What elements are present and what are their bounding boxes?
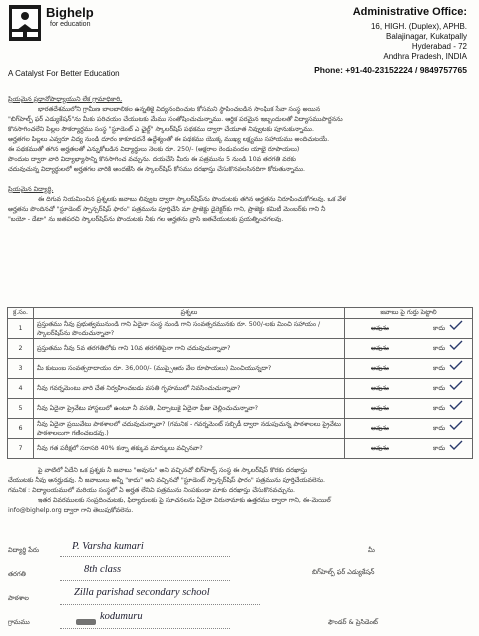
class-label: తరగతి: [8, 570, 26, 578]
answer-no-option[interactable]: కాదు: [433, 385, 446, 392]
table-row: [8, 319, 473, 339]
instruction-line: ఇతర వివరములకు సంప్రదించుటకు, ఫిర్యాదులకు పై సూచనలను ఏదైనా విరునామాకు ఉత్తరము ద్వారా గాని, ఈ-మెయిల్: [38, 497, 331, 504]
student-name-field[interactable]: P. Varsha kumari: [72, 541, 144, 552]
answer-cell: [345, 319, 473, 339]
table-row: [8, 439, 473, 459]
village-field[interactable]: kodumuru: [100, 611, 143, 622]
answer-no-option[interactable]: కాదు: [433, 425, 446, 432]
paragraph-line: కొనసాగించలేని పిల్లల సౌకర్యార్థము సంస్థ "స్టూడెంట్ ఎ ఛైల్డ్" స్కాలర్‌షిప్ పథకము ద్వారా చేయూత నివ్వుటకు పూనుకున్నాము.: [8, 126, 314, 133]
checkmark-icon: [449, 420, 463, 430]
phone-number: Phone: +91-40-23152224 / 9849757765: [314, 65, 467, 75]
table-row: [8, 399, 473, 419]
signature-organization: బిగ్‌హెల్ప్ ఫర్ ఎడ్యుకేషన్: [312, 568, 375, 576]
paragraph-line: "బయో - డేటా" ను జతపరచి స్కాలర్‌షిప్‌ను పొందుటకు నీకు గల అర్హతను వ్రాసి జతచేయుటకు ప్రయత్నించగలవు.: [8, 216, 284, 223]
instructions-block: [8, 466, 469, 516]
bighelp-logo-icon: [8, 4, 42, 42]
office-address: [314, 6, 467, 75]
answer-no-option[interactable]: కాదు: [433, 345, 446, 352]
question-text: నీవు గత పరీక్షలో సరాసరి 40% కన్నా తక్కువ మార్కులు వచ్చినవా?: [34, 439, 345, 459]
tagline: A Catalyst For Better Education: [8, 69, 120, 78]
instruction-line: పై వాటిలో ఏదేని ఒక ప్రశ్నకు నీ జవాబు "అవును" అని వచ్చినచో బిగ్‌హెల్ప్ సంస్థ ఈ స్కాలర్‌షిప్ కొరకు దరఖాస్తు: [38, 467, 308, 474]
instruction-line: చేయుటకు నీవు అనర్హుడవు. నీ జవాబులు అన్నీ "కాదు" అని వచ్చినచో "స్టూడెంట్ స్పాన్సర్‌షిప్ ఫారం" పత్రమును పూర్తిచేయవలెను.: [8, 477, 326, 484]
school-line: [60, 604, 260, 605]
signature-prefix: మీ: [368, 546, 375, 554]
answer-cell: [345, 339, 473, 359]
checkmark-icon: [449, 440, 463, 450]
salutation-headmaster: ప్రియమైన ప్రధానోపాధ్యాయుని లేక గ్రామాధికారి,: [8, 96, 123, 103]
address-line: Hyderabad - 72: [411, 42, 467, 51]
paragraph-line: భారతదేశములోని గ్రామీణ బాలబాలికల ఉన్నతికై విద్యనందించుట కోసమని స్థాపించబడిన సాంఘిక సేవా సంస్థ అయిన: [38, 106, 321, 113]
answer-yes-option[interactable]: అవును: [371, 405, 389, 412]
class-field[interactable]: 8th class: [84, 564, 122, 575]
village-label: గ్రామము: [8, 618, 30, 626]
answer-no-option[interactable]: కాదు: [433, 365, 446, 372]
paragraph-line: అర్హతగల పిల్లలు ఎవ్వరూ విద్య నుండి దూరం కాకూడదనే ఉద్దేశ్యంతో ఈ పథకము యొక్క ముఖ్య లక్ష్యము సహాయము అందిచుటయే.: [8, 136, 330, 143]
school-field[interactable]: Zilla parishad secondary school: [74, 587, 210, 598]
answer-no-option[interactable]: కాదు: [433, 405, 446, 412]
paragraph-line: "బిగ్‌హెల్ప్ ఫర్ ఎడ్యుకేషన్"ను మీకు పరిచయం చేయుటకు మేము సంతోషించుచున్నాము. ఆర్థిక పరమైన ఇబ్బందులతో విద్యాసముపార్జనను: [8, 116, 343, 123]
question-text: నీవు గవర్నమెంటు వారి చేత నిర్వహించబడు వసతి గృహములో నివసించుచున్నావా?: [34, 379, 345, 399]
eligibility-table: [7, 307, 473, 459]
answer-cell: [345, 379, 473, 399]
address-line: 16, HIGH. (Duplex), APHB.: [370, 22, 467, 31]
class-line: [60, 580, 230, 581]
column-header-question: ప్రశ్నలు: [34, 308, 345, 319]
student-name-label: విద్యార్థి పేరు: [8, 546, 40, 554]
address-line: Balajinagar, Kukatpally: [386, 32, 467, 41]
row-number: 3: [8, 359, 34, 379]
paragraph-line: ఈ పథకముతో తగిన అర్హతలతో ఎన్నుకోబడిన విద్యార్థులు నెలకు రూ. 250/- (అక్షరాల రెండువందల యాభై రూపాయలు): [8, 146, 300, 153]
answer-yes-option[interactable]: అవును: [371, 425, 389, 432]
question-text: నీవు ఏదైనా ప్రయివేటు పాఠశాలలో చదువుచున్నావా? (గమనిక - గవర్నమెంట్ సబ్సిడీ ద్వారా నడుపుచున్న పాఠశాలలు ప్రైవేటు పాఠశాలలుగా గణించబడవు.): [34, 419, 345, 439]
answer-cell: [345, 419, 473, 439]
question-text: నీవు ఏదైనా ప్రైవేటు హాస్టలులో ఉంటూ నీ వసతి, ఏర్పాటుకై ఏదైనా ఫీజు చెల్లించుచున్నావా?: [34, 399, 345, 419]
salutation-student: ప్రియమైన విద్యార్థి,: [8, 186, 54, 193]
checkmark-icon: [449, 400, 463, 410]
question-text: ప్రస్తుతము నీవు 5వ తరగతిలోకు గాని 10వ తరగతిపైనా గాని చదువుచున్నావా?: [34, 339, 345, 359]
signature-title: ఫౌండర్ & ప్రెసిడెంట్: [328, 618, 378, 626]
answer-yes-option[interactable]: అవును: [371, 365, 389, 372]
answer-cell: [345, 439, 473, 459]
answer-yes-option[interactable]: అవును: [371, 385, 389, 392]
column-header-answer: జవాబు పై గుర్తు పెట్టాలి: [345, 308, 473, 319]
row-number: 5: [8, 399, 34, 419]
table-header-row: [8, 308, 473, 319]
table-row: [8, 359, 473, 379]
answer-no-option[interactable]: కాదు: [433, 325, 446, 332]
row-number: 2: [8, 339, 34, 359]
school-label: పాఠశాల: [8, 594, 29, 602]
table-row: [8, 379, 473, 399]
paragraph-line: పొందుట ద్వారా వారి విద్యాభ్యాసాన్ని కొనసాగించ వచ్చును. దయచేసి మీరు ఈ పత్రమును 5 నుండి 10వ తరగతి వరకు: [8, 156, 296, 163]
paragraph-line: చదువుచున్న విద్యార్థులలో అర్హతగల వారికి అందజేసి ఈ స్కాలర్‌షిప్ కోసము దరఖాస్తు చేసుకొనవలసినదిగా కోరుతున్నాము.: [8, 166, 305, 173]
row-number: 6: [8, 419, 34, 439]
question-text: ప్రస్తుతము నీవు ప్రభుత్వమునుండి గాని ఏదైనా సంస్థ నుండి గాని సంవత్సరమునకు రూ. 500/-లకు మించి సహాయం / స్కాలర్‌షిప్‌ను పొందుచున్నావా?: [34, 319, 345, 339]
column-header-number: క్ర.సం.: [8, 308, 34, 319]
brand-subtitle: for education: [50, 21, 91, 28]
instruction-line: గమనిక : విద్యాలయములో మరియు సంస్థలో ఏ అర్హత లేనివి పత్రమును నింపకుండా మాకు దరఖాస్తు చేసుకొనవచ్చును.: [8, 487, 296, 494]
paragraph-line: ఈ దిగువ నియమించిన ప్రశ్నలకు జవాబు లివ్వుట ద్వారా స్కాలర్‌షిప్‌ను పొందుటకు తగిన అర్హతను నిరూపించుకోగలవు. ఒక వేళ: [38, 196, 346, 203]
checkmark-icon: [449, 380, 463, 390]
letter-body: [8, 95, 469, 225]
question-text: మీ కుటుంబ సంవత్సరాదాయం రూ. 36,000/- (ముప్పైఆరు వేల రూపాయలు) మించియున్నదా?: [34, 359, 345, 379]
row-number: 4: [8, 379, 34, 399]
student-name-line: [60, 556, 230, 557]
row-number: 1: [8, 319, 34, 339]
village-line: [60, 628, 230, 629]
answer-cell: [345, 359, 473, 379]
table-row: [8, 339, 473, 359]
checkmark-icon: [449, 340, 463, 350]
checkmark-icon: [449, 320, 463, 330]
answer-cell: [345, 399, 473, 419]
answer-yes-option[interactable]: అవును: [371, 345, 389, 352]
answer-yes-option[interactable]: అవును: [371, 325, 389, 332]
brand-name: Bighelp: [46, 5, 94, 20]
row-number: 7: [8, 439, 34, 459]
paragraph-line: అర్హతను పొందినచో "స్టూడెంట్ స్పాన్సర్‌షిప్ ఫారం" పత్రమును పూర్తిచేసి మా ప్రాజెక్టు డైరెక్టర్‌కు గాని, ప్రాజెక్టు కమిటీ మెంబర్‌కు గాని నీ: [8, 206, 326, 213]
answer-no-option[interactable]: కాదు: [433, 445, 446, 452]
table-row: [8, 419, 473, 439]
office-title: Administrative Office:: [352, 6, 467, 18]
instruction-line: info@bighelp.org ద్వారా గాని తెలుపుకోవలెను.: [8, 507, 134, 514]
scribble-mark: [76, 619, 96, 625]
answer-yes-option[interactable]: అవును: [371, 445, 389, 452]
checkmark-icon: [449, 360, 463, 370]
address-line: Andhra Pradesh, INDIA: [383, 52, 467, 61]
